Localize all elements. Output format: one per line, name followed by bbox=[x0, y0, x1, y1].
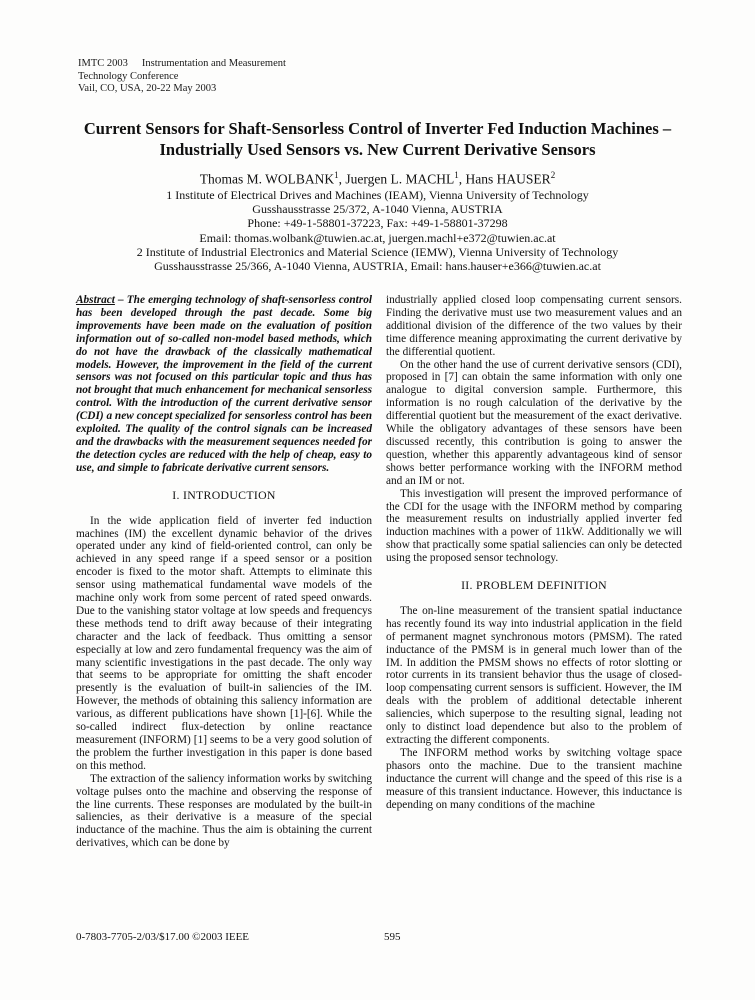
author-list bbox=[0, 170, 755, 188]
introduction-paragraph-4: This investigation will present the improved performance of the CDI for the usage with the INFORM method by comparing the measurement results on industrially applied inverter fed induction machines with a power of 11kW. Additionally we will show that practically some spatial saliencies can only be detected using the proposed sensor technology. bbox=[386, 487, 682, 565]
page-number: 595 bbox=[384, 931, 401, 943]
problem-definition-paragraph-2: The INFORM method works by switching voltage space phasors onto the machine. Due to the transient machine inductance the current will change and the speed of this rise is a measure of this transient inductance. However, this inductance is depending on many conditions of the machine bbox=[386, 746, 682, 811]
affiliation-line: Gusshausstrasse 25/372, A-1040 Vienna, AUSTRIA bbox=[252, 202, 503, 217]
problem-definition-paragraph-1: The on-line measurement of the transient spatial inductance has recently found its way into industrial application in the field of permanent magnet synchronous motors (PMSM). The rated inductance of the PMSM is in general much lower than of the IM. In addition the PMSM shows no effects of rotor slotting or rotor currents in its transient behavior thus the usage of closed-loop compensating current sensors is sufficient. However, the IM deals with the problem of additional detectable inherent saliencies, which superpose to the resulting signal, leading not only to distinct load dependence but also to the problem of extracting the different components. bbox=[386, 604, 682, 746]
abstract-text: – The emerging technology of shaft-sensorless control has been developed through the past decade. Some big improvements have been made on the evaluation of position information out of so-called non-model based methods, which do not have the drawback of the classically mathematical models. However, the improvement in the field of the current sensors was not focused on this particular topic and thus has not brought that much enhancement for mechanical sensorless control. With the introduction of the current derivative sensor (CDI) a new concept specialized for sensorless control has been exploited. The quality of the control signals can be increased and the drawbacks with the measurement sequences needed for the detection cycles are reduced with the help of cheap, easy to use, and simple to fabricate derivative current sensors. bbox=[76, 294, 372, 474]
conference-header-line2: Technology Conference bbox=[78, 70, 179, 82]
introduction-paragraph-3: On the other hand the use of current derivative sensors (CDI), proposed in [7] can obtain the same information with only one analogue to digital conversion sample. Furthermore, this information is no rough calculation of the derivative by the differential quotient but the measurement of the exact derivative. While the obligatory advantages of these sensors have been discussed recently, this contribution is going to answer the question, whether this apparently advantageous kind of sensor shows better performance working with the INFORM method and an IM or not. bbox=[386, 358, 682, 487]
abstract-label: Abstract bbox=[76, 294, 115, 306]
conference-header-line1 bbox=[78, 58, 286, 71]
conference-header-line3: Vail, CO, USA, 20-22 May 2003 bbox=[78, 83, 217, 94]
paper-title-line2: Industrially Used Sensors vs. New Current Derivative Sensors bbox=[159, 140, 596, 159]
paper-title bbox=[0, 118, 755, 160]
paper-title-line1: Current Sensors for Shaft-Sensorless Control of Inverter Fed Induction Machines – bbox=[83, 119, 672, 138]
two-column-body bbox=[76, 294, 682, 850]
copyright-notice: 0-7803-7705-2/03/$17.00 ©2003 IEEE bbox=[76, 931, 250, 943]
affiliations-block bbox=[0, 188, 755, 273]
author-1: Thomas M. WOLBANK bbox=[199, 171, 335, 187]
affiliation-line: 1 Institute of Electrical Drives and Machines (IEAM), Vienna University of Technology bbox=[166, 188, 589, 202]
conference-header bbox=[78, 58, 286, 96]
right-column bbox=[386, 294, 682, 850]
conference-title-part: Instrumentation and Measurement bbox=[141, 58, 286, 69]
introduction-paragraph-2-continued: industrially applied closed loop compensating current sensors. Finding the derivative must use two measurement values and an additional division of the difference of the two values by their time difference meaning approximating the current derivative by the differential quotient. bbox=[386, 294, 682, 358]
author-separator: , bbox=[338, 171, 346, 187]
author-separator: , bbox=[458, 171, 466, 187]
left-column bbox=[76, 294, 372, 850]
introduction-paragraph-1: In the wide application field of inverter fed induction machines (IM) the excellent dynamic behavior of the drives operated under any kind of field-oriented control, can only be achieved in any speed range if a speed sensor or a position encoder is fixed to the motor shaft. Attempts to eliminate this sensor using mathematical fundamental wave models of the machine only work from some percent of rated speed onwards. Due to the vanishing stator voltage at low speeds and frequencys these methods tend to drift away because of their integrating character and the lack of feedback. Thus omitting a sensor especially at low and zero fundamental frequency was the aim of many scientific investigations in the past decade. The only way that seems to be appropriate for omitting the shaft encoder presently is the evaluation of built-in saliencies of the IM. However, the methods of obtaining this saliency information are various, as different publications have shown [1]-[6]. While the so-called indirect flux-detection by online reactance measurement (INFORM) [1] seems to be a very good solution of the problem the further investigation in this paper is done based on this method. bbox=[76, 514, 372, 772]
author-2: Juergen L. MACHL bbox=[345, 171, 455, 187]
author-2-affiliation-mark: 1 bbox=[454, 170, 459, 180]
affiliation-line: 2 Institute of Industrial Electronics and Material Science (IEMW), Vienna University of Technology bbox=[136, 244, 619, 259]
author-1-affiliation-mark: 1 bbox=[334, 170, 339, 180]
section-heading-introduction: I. INTRODUCTION bbox=[172, 487, 276, 502]
abstract-paragraph bbox=[76, 294, 372, 475]
author-3-affiliation-mark: 2 bbox=[550, 170, 556, 180]
affiliation-line: Phone: +49-1-58801-37223, Fax: +49-1-58801-37298 bbox=[247, 216, 508, 231]
affiliation-line: Email: thomas.wolbank@tuwien.ac.at, juergen.machl+e372@tuwien.ac.at bbox=[199, 230, 556, 245]
conference-name: IMTC 2003 bbox=[78, 58, 128, 69]
author-3: Hans HAUSER bbox=[465, 171, 551, 187]
affiliation-line: Gusshausstrasse 25/366, A-1040 Vienna, AUSTRIA, Email: hans.hauser+e366@tuwien.ac.at bbox=[154, 259, 601, 274]
introduction-paragraph-2: The extraction of the saliency information works by switching voltage pulses onto the machine and observing the response of the line currents. These responses are modulated by the built-in saliencies, as their derivative is a measure of the special inductance of the machine. Thus the aim is obtaining the current derivatives, which can be done by bbox=[76, 772, 372, 850]
section-heading-problem-definition: II. PROBLEM DEFINITION bbox=[461, 578, 607, 593]
